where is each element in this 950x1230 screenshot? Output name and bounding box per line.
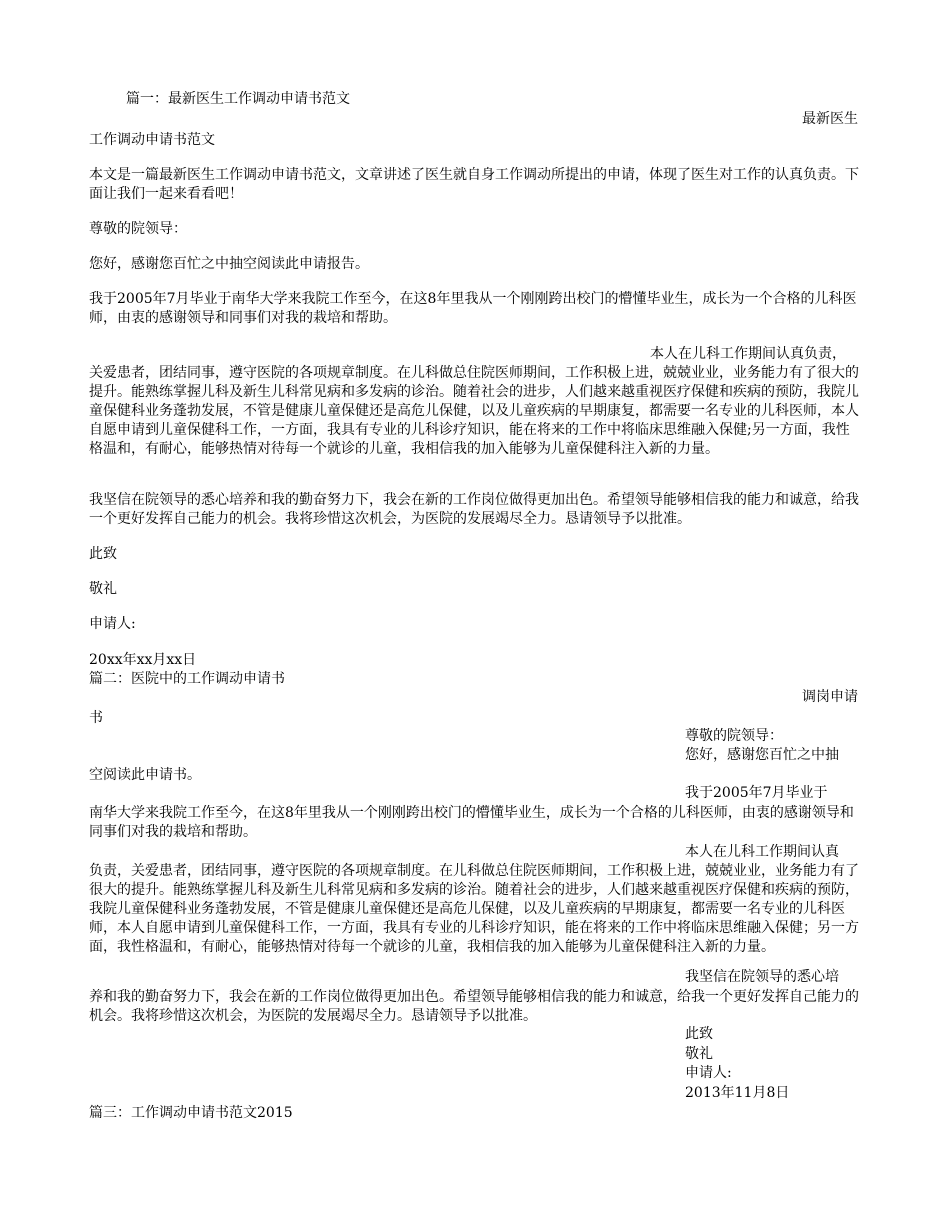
part1-applicant: 申请人: (89, 616, 136, 632)
part1-paragraph-2: 关爱患者，团结同事，遵守医院的各项规章制度。在儿科做总住院医师期间，工作积极上进，兢兢业业，业务能力有了很大的提升。能熟练掌握儿科及新生儿科常见病和多发病的诊治。随着社会的进步，人们越来越重视医疗保健和疾病的预防，我院儿童保健科业务蓬勃发展，不管是健康儿童保健还是高危儿保健，以及儿童疾病的早期康复，都需要一名专业的儿科医师，本人自愿申请到儿童保健科工作，一方面，我具有专业的儿科诊疗知识，能在将来的工作中将临床思维融入保健;另一方面，我性格温和，有耐心，能够热情对待每一个就诊的儿童，我相信我的加入能够为儿童保健科注入新的力量。 (89, 365, 859, 457)
part1-salutation: 尊敬的院领导： (89, 221, 187, 237)
part2-paragraph-1-lead: 我于2005年7月毕业于 (685, 785, 828, 801)
part1-closing-2: 敬礼 (89, 581, 117, 597)
part2-heading-line2: 书 (89, 710, 103, 726)
part2-greeting-lead: 您好，感谢您百忙之中抽 (685, 747, 839, 763)
part2-heading-line1: 调岗申请 (802, 689, 858, 705)
part2-date: 2013年11月8日 (685, 1085, 790, 1101)
part2-closing-2: 敬礼 (685, 1046, 713, 1062)
part2-greeting-rest: 空阅读此申请书。 (89, 767, 201, 783)
part2-paragraph-3: 养和我的勤奋努力下，我会在新的工作岗位做得更加出色。希望领导能够相信我的能力和诚意，给我一个更好发挥自己能力的机会。我将珍惜这次机会，为医院的发展竭尽全力。恳请领导予以批准。 (89, 989, 859, 1024)
part1-paragraph-2-lead: 本人在儿科工作期间认真负责， (650, 346, 846, 362)
part2-salutation: 尊敬的院领导： (685, 728, 783, 744)
part2-paragraph-1: 南华大学来我院工作至今，在这8年里我从一个刚刚跨出校门的懵懂毕业生，成长为一个合格的儿科医师，由衷的感谢领导和同事们对我的栽培和帮助。 (89, 805, 854, 840)
part2-title: 篇二：医院中的工作调动申请书 (89, 671, 285, 687)
part1-heading-line1: 最新医生 (802, 111, 858, 127)
part2-paragraph-3-lead: 我坚信在院领导的悉心培 (685, 969, 839, 985)
part1-paragraph-1: 我于2005年7月毕业于南华大学来我院工作至今，在这8年里我从一个刚刚跨出校门的懵懂毕业生，成长为一个合格的儿科医师，由衷的感谢领导和同事们对我的栽培和帮助。 (89, 291, 857, 326)
part1-closing-1: 此致 (89, 546, 117, 562)
part1-heading-line2: 工作调动申请书范文 (89, 132, 215, 148)
part1-title: 篇一：最新医生工作调动申请书范文 (126, 91, 350, 107)
part2-paragraph-2-lead: 本人在儿科工作期间认真 (685, 844, 839, 860)
part1-paragraph-3: 我坚信在院领导的悉心培养和我的勤奋努力下，我会在新的工作岗位做得更加出色。希望领导能够相信我的能力和诚意，给我一个更好发挥自己能力的机会。我将珍惜这次机会，为医院的发展竭尽全力。恳请领导予以批准。 (89, 492, 859, 527)
part2-paragraph-2: 负责，关爱患者，团结同事，遵守医院的各项规章制度。在儿科做总住院医师期间，工作积极上进，兢兢业业，业务能力有了很大的提升。能熟练掌握儿科及新生儿科常见病和多发病的诊治。随着社会的进步，人们越来越重视医疗保健和疾病的预防，我院儿童保健科业务蓬勃发展，不管是健康儿童保健还是高危儿保健，以及儿童疾病的早期康复，都需要一名专业的儿科医师，本人自愿申请到儿童保健科工作，一方面，我具有专业的儿科诊疗知识，能在将来的工作中将临床思维融入保健；另一方面，我性格温和，有耐心，能够热情对待每一个就诊的儿童，我相信我的加入能够为儿童保健科注入新的力量。 (89, 863, 859, 955)
part1-date: 20xx年xx月xx日 (89, 652, 197, 668)
part3-title: 篇三：工作调动申请书范文2015 (89, 1105, 293, 1121)
part1-intro: 本文是一篇最新医生工作调动申请书范文，文章讲述了医生就自身工作调动所提出的申请，体现了医生对工作的认真负责。下面让我们一起来看看吧！ (89, 167, 859, 202)
part2-applicant: 申请人: (685, 1065, 732, 1081)
part2-closing-1: 此致 (685, 1026, 713, 1042)
part1-greeting: 您好，感谢您百忙之中抽空阅读此申请报告。 (89, 256, 369, 272)
